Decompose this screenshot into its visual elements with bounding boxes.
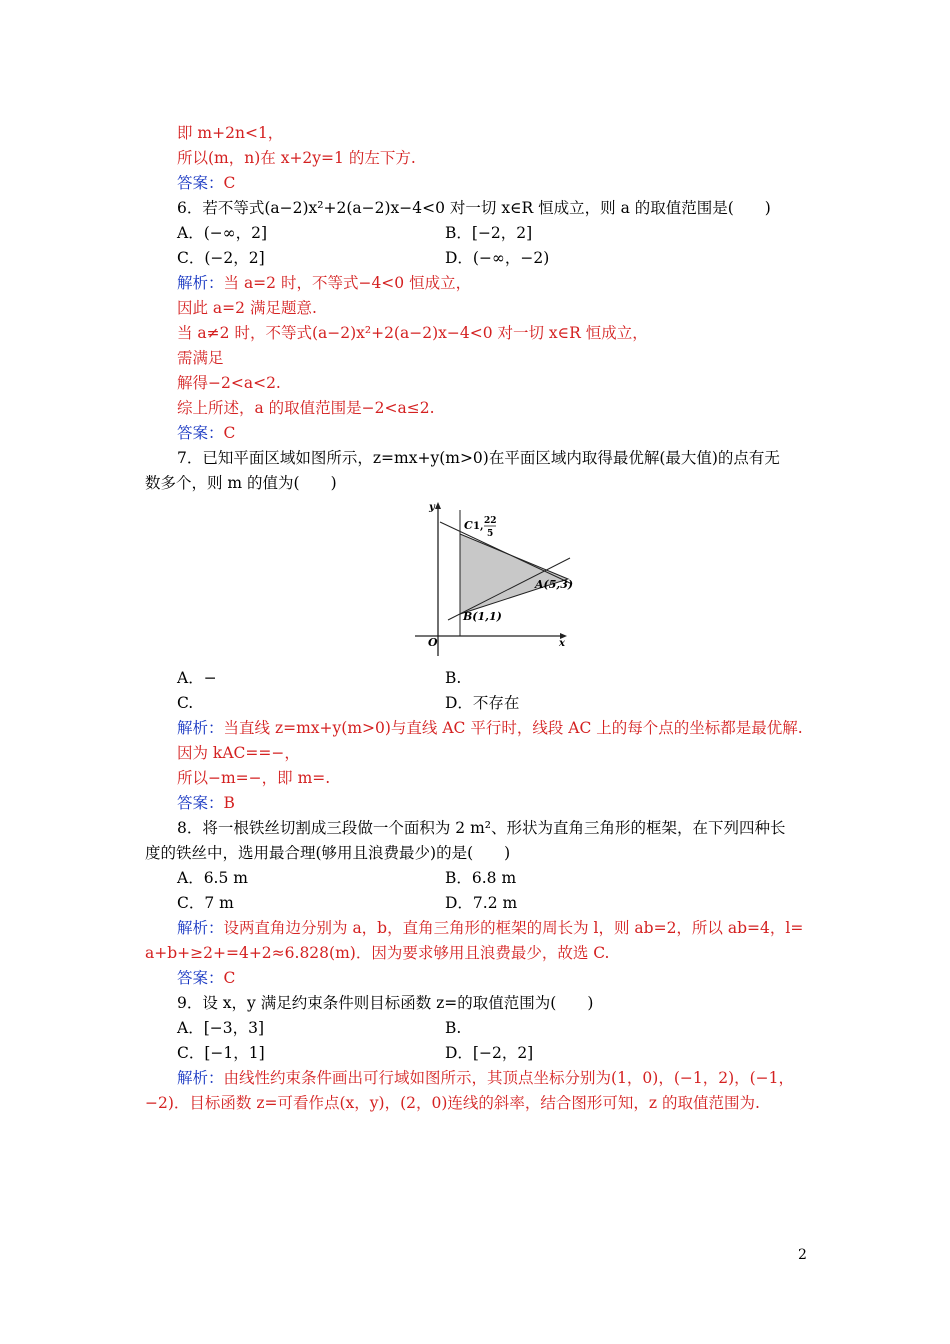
option-d: D．[−2，2]: [445, 1044, 534, 1062]
option-b: B．[−2，2]: [445, 224, 533, 242]
answer-line: [177, 423, 235, 443]
solution-line: 因为 kAC==−，: [177, 744, 300, 762]
origin-label: O: [428, 636, 438, 649]
solution-line: 当 a≠2 时，不等式(a−2)x²+2(a−2)x−4<0 对一切 x∈R 恒成立，: [177, 324, 648, 342]
solution-line: a+b+≥2+=4+2≈6.828(m)．因为要求够用且浪费最少，故选 C.: [145, 944, 610, 962]
answer-label: 答案：: [177, 174, 224, 192]
question-6: 6．若不等式(a−2)x²+2(a−2)x−4<0 对一切 x∈R 恒成立，则 a 的取值范围是( ): [177, 199, 771, 217]
point-c-label: C: [464, 519, 473, 532]
option-c: C．[−1，1]: [177, 1044, 265, 1062]
option-b: B.: [445, 669, 462, 687]
x-axis-label: x: [559, 638, 565, 649]
solution-line: [177, 1068, 794, 1088]
solution-line: [177, 718, 803, 738]
question-8: 8．将一根铁丝切割成三段做一个面积为 2 m²、形状为直角三角形的框架，在下列四种长: [177, 819, 786, 837]
solution-label: 解析：: [177, 274, 224, 292]
solution-text: 由线性约束条件画出可行域如图所示，其顶点坐标分别为(1，0)，(−1，2)，(−1，: [223, 1069, 795, 1087]
option-a: A．−: [177, 669, 217, 687]
solution-line: 需满足: [177, 349, 224, 367]
question-9: 9．设 x，y 满足约束条件则目标函数 z=的取值范围为( ): [177, 994, 594, 1012]
answer-line: [177, 173, 235, 193]
point-c-den: 5: [487, 529, 494, 539]
y-axis-label: y: [429, 502, 435, 513]
answer-line: [177, 968, 235, 988]
point-c-x: 1,: [473, 521, 484, 532]
option-c: C.: [177, 694, 194, 712]
answer-label: 答案：: [177, 424, 224, 442]
point-b-label: B(1,1): [463, 610, 502, 623]
solution-line: [177, 273, 471, 293]
point-a-label: A(5,3): [535, 578, 574, 591]
answer-value: B: [223, 794, 235, 812]
solution-line: 综上所述，a 的取值范围是−2<a≤2.: [177, 399, 435, 417]
solution-label: 解析：: [177, 919, 224, 937]
option-b: B.: [445, 1019, 462, 1037]
page-number: 2: [798, 1247, 807, 1263]
point-c-num: 22: [484, 516, 497, 526]
option-a: A．[−3，3]: [177, 1019, 264, 1037]
answer-label: 答案：: [177, 794, 224, 812]
answer-value: C: [223, 424, 236, 442]
question-7-cont: 数多个，则 m 的值为( ): [145, 474, 337, 492]
answer-value: C: [223, 969, 236, 987]
solution-label: 解析：: [177, 1069, 224, 1087]
option-b: B．6.8 m: [445, 869, 517, 887]
solution-line: 解得−2<a<2.: [177, 374, 281, 392]
question-8-cont: 度的铁丝中，选用最合理(够用且浪费最少)的是( ): [145, 844, 511, 862]
feasible-region-figure: [410, 496, 575, 661]
option-c: C．7 m: [177, 894, 234, 912]
solution-label: 解析：: [177, 719, 224, 737]
solution-line: 因此 a=2 满足题意.: [177, 299, 317, 317]
y-axis-arrow: [435, 502, 441, 509]
solution-line: 所以(m，n)在 x+2y=1 的左下方.: [177, 149, 416, 167]
solution-line: [177, 918, 803, 938]
option-a: A．(−∞，2]: [177, 224, 268, 242]
solution-line: −2)．目标函数 z=可看作点(x，y)，(2，0)连线的斜率，结合图形可知，z 的取值范围为.: [145, 1094, 760, 1112]
option-d: D．7.2 m: [445, 894, 518, 912]
answer-line: [177, 793, 235, 813]
option-d: D．不存在: [445, 694, 520, 712]
option-c: C．(−2，2]: [177, 249, 265, 267]
solution-line: 即 m+2n<1，: [177, 124, 284, 142]
answer-label: 答案：: [177, 969, 224, 987]
solution-text: 当直线 z=mx+y(m>0)与直线 AC 平行时，线段 AC 上的每个点的坐标都是最优解.: [223, 719, 803, 737]
solution-text: 设两直角边分别为 a，b，直角三角形的框架的周长为 l，则 ab=2，所以 ab=4，l=: [223, 919, 804, 937]
option-a: A．6.5 m: [177, 869, 248, 887]
option-d: D．(−∞，−2): [445, 249, 550, 267]
solution-line: 所以−m=−，即 m=.: [177, 769, 331, 787]
question-7: 7．已知平面区域如图所示，z=mx+y(m>0)在平面区域内取得最优解(最大值)的点有无: [177, 449, 780, 467]
solution-text: 当 a=2 时，不等式−4<0 恒成立，: [223, 274, 472, 292]
answer-value: C: [223, 174, 236, 192]
